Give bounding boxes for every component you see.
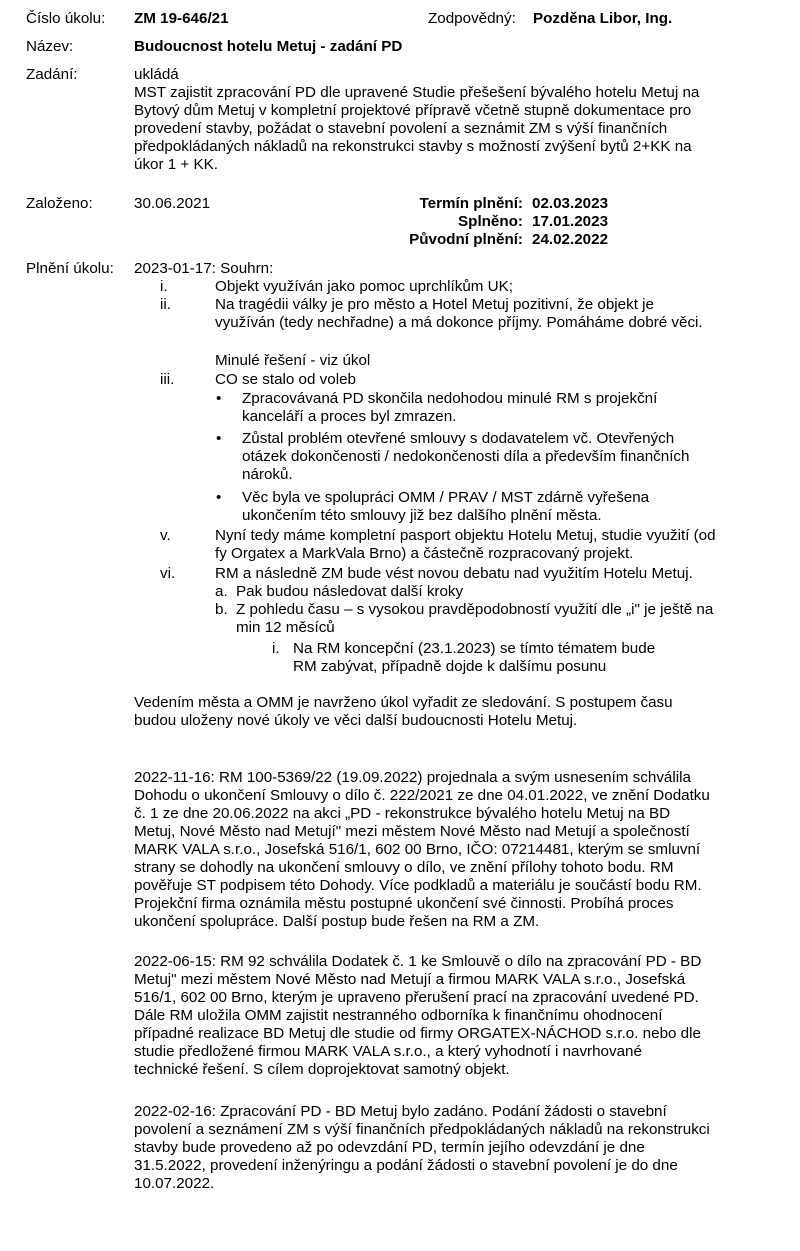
original-label: Původní plnění: — [409, 231, 523, 248]
founded-label: Založeno: — [26, 195, 93, 212]
sub-sub-item-line: Na RM koncepční (23.1.2023) se tímto tématem bude — [293, 640, 656, 657]
assignment-line: předpokládaných nákladů na rekonstrukci stavby s možností zvýšení bytů 2+KK na — [134, 138, 692, 155]
bullet-line: Zpracovávaná PD skončila nedohodou minulé RM s projekční — [242, 390, 658, 407]
sub-item: Pak budou následovat další kroky — [236, 583, 464, 600]
paragraph-line: Dále RM uložila OMM zajistit nestranného odborníka k finančnímu ohodnocení — [134, 1007, 663, 1024]
paragraph-line: 2022-11-16: RM 100-5369/22 (19.09.2022) projednala a svým usnesením schválila — [134, 769, 691, 786]
paragraph-line: 516/1, 602 00 Brno, kterým je upraveno přerušení prací na zpracování uvedené PD. — [134, 989, 699, 1006]
paragraph-line: pověřuje ST podpisem této Dohody. Více podkladů a materiálu je součástí bodu RM. — [134, 877, 702, 894]
list-item: RM a následně ZM bude vést novou debatu nad využitím Hotelu Metuj. — [215, 565, 693, 582]
list-item-line: využíván (tedy nechřadne) a má dokonce příjmy. Pomáháme dobré věci. — [215, 314, 703, 331]
deadline-date: 02.03.2023 — [532, 195, 609, 212]
assignment-line: úkor 1 + KK. — [134, 156, 218, 173]
sub-item — [236, 601, 713, 637]
paragraph-line: Metuj, Nové Město nad Metují" mezi městem Nové Město nad Metují a společností — [134, 823, 690, 840]
bullet-line: nároků. — [242, 466, 293, 483]
paragraph-line: budou uloženy nové úkoly ve věci další budoucnosti Hotelu Metuj. — [134, 712, 578, 729]
paragraph-line: 2022-06-15: RM 92 schválila Dodatek č. 1 ke Smlouvě o dílo na zpracování PD - BD — [134, 953, 702, 970]
summary-heading: 2023-01-17: Souhrn: — [134, 260, 274, 277]
list-item: CO se stalo od voleb — [215, 371, 356, 388]
assignment-line: ukládá — [134, 66, 179, 83]
task-number: ZM 19-646/21 — [134, 10, 229, 27]
bullet-line: otázek dokončenosti / nedokončenosti díla a především finančních — [242, 448, 690, 465]
bullet-item — [242, 489, 649, 525]
list-item — [215, 527, 716, 563]
progress-entry-2022-11-16 — [134, 769, 710, 931]
sub-sub-item — [293, 640, 655, 676]
list-item-line: Nyní tedy máme kompletní pasport objektu Hotelu Metuj, studie využití (od — [215, 527, 716, 544]
paragraph-line: Vedením města a OMM je navrženo úkol vyřadit ze sledování. S postupem času — [134, 694, 673, 711]
fulfilled-date: 17.01.2023 — [532, 213, 609, 230]
sub-marker: b. — [215, 601, 228, 618]
responsible-label: Zodpovědný: — [428, 10, 516, 27]
list-marker: vi. — [160, 565, 176, 582]
closing-paragraph — [134, 694, 673, 730]
sub-item-line: Z pohledu času – s vysokou pravděpodobností využití dle „i" je ještě na — [236, 601, 714, 618]
progress-entry-2022-02-16 — [134, 1103, 710, 1193]
list-item-line: fy Orgatex a MarkVala Brno) a částečně rozpracovaný projekt. — [215, 545, 634, 562]
list-marker: ii. — [160, 296, 171, 313]
paragraph-line: 2022-02-16: Zpracování PD - BD Metuj bylo zadáno. Podání žádosti o stavební — [134, 1103, 667, 1120]
sub-sub-marker: i. — [272, 640, 280, 657]
progress-entry-2022-06-15 — [134, 953, 701, 1079]
list-marker: v. — [160, 527, 171, 544]
list-item: Objekt využíván jako pomoc uprchlíkům UK; — [215, 278, 513, 295]
assignment-line: provedení stavby, požádat o stavební povolení a seznámit ZM s výší finančních — [134, 120, 668, 137]
paragraph-line: 10.07.2022. — [134, 1175, 215, 1192]
bullet-line: Věc byla ve spolupráci OMM / PRAV / MST zdárně vyřešena — [242, 489, 650, 506]
paragraph-line: povolení a seznámení ZM s výší finančních předpokládaných nákladů na rekonstrukci — [134, 1121, 710, 1138]
sub-marker: a. — [215, 583, 228, 600]
paragraph-line: případné realizace BD Metuj dle studie od firmy ORGATEX-NÁCHOD s.r.o. nebo dle — [134, 1025, 701, 1042]
bullet-line: Zůstal problém otevřené smlouvy s dodavatelem vč. Otevřených — [242, 430, 675, 447]
previous-solution: Minulé řešení - viz úkol — [215, 352, 371, 369]
list-item-line: Na tragédii války je pro město a Hotel Metuj pozitivní, že objekt je — [215, 296, 654, 313]
paragraph-line: technické řešení. S cílem doprojektovat samotný objekt. — [134, 1061, 510, 1078]
paragraph-line: MARK VALA s.r.o., Josefská 516/1, 602 00 Brno, IČO: 07214481, kterým se smluvní — [134, 841, 701, 858]
bullet-line: ukončením této smlouvy již bez dalšího plnění města. — [242, 507, 602, 524]
bullet-icon: • — [216, 390, 222, 407]
name-label: Název: — [26, 38, 74, 55]
founded-date: 30.06.2021 — [134, 195, 211, 212]
paragraph-line: 31.5.2022, provedení inženýringu a podání žádosti o stavební povolení je do dne — [134, 1157, 678, 1174]
fulfilled-label: Splněno: — [458, 213, 523, 230]
assignment-label: Zadání: — [26, 66, 78, 83]
assignment-line: MST zajistit zpracování PD dle upravené Studie přešešení bývalého hotelu Metuj na — [134, 84, 700, 101]
responsible-person: Pozděna Libor, Ing. — [533, 10, 673, 27]
bullet-icon: • — [216, 489, 222, 506]
bullet-icon: • — [216, 430, 222, 447]
paragraph-line: Dohodu o ukončení Smlouvy o dílo č. 222/2021 ze dne 04.01.2022, ve znění Dodatku — [134, 787, 710, 804]
paragraph-line: studie předložené firmou MARK VALA s.r.o., a který vyhodnotí i navrhované — [134, 1043, 642, 1060]
list-item — [215, 296, 703, 332]
paragraph-line: stavby bude provedeno až po odevzdání PD, termín jejího odevzdání je dne — [134, 1139, 645, 1156]
task-number-label: Číslo úkolu: — [26, 10, 106, 27]
paragraph-line: ukončení spolupráce. Další postup bude řešen na RM a ZM. — [134, 913, 540, 930]
deadline-label: Termín plnění: — [419, 195, 523, 212]
sub-sub-item-line: RM zabývat, případně dojde k dalšímu posunu — [293, 658, 607, 675]
sub-item-line: min 12 měsíců — [236, 619, 335, 636]
task-name: Budoucnost hotelu Metuj - zadání PD — [134, 38, 403, 55]
bullet-item — [242, 430, 689, 484]
list-marker: i. — [160, 278, 168, 295]
paragraph-line: Metuj" mezi městem Nové Město nad Metují a firmou MARK VALA s.r.o., Josefská — [134, 971, 686, 988]
assignment-text — [134, 66, 699, 174]
list-marker: iii. — [160, 371, 175, 388]
assignment-line: Bytový dům Metuj v kompletní projektové přípravě včetně stupně dokumentace pro — [134, 102, 692, 119]
progress-label: Plnění úkolu: — [26, 260, 114, 277]
bullet-line: kanceláří a proces byl zmrazen. — [242, 408, 457, 425]
paragraph-line: Projekční firma oznámila městu postupné ukončení své činnosti. Probíhá proces — [134, 895, 674, 912]
paragraph-line: strany se dohodly na ukončení smlouvy o dílo, ve znění přílohy tohoto bodu. RM — [134, 859, 674, 876]
bullet-item — [242, 390, 657, 426]
original-date: 24.02.2022 — [532, 231, 609, 248]
paragraph-line: č. 1 ze dne 20.06.2022 na akci „PD - rekonstrukce bývalého hotelu Metuj na BD — [134, 805, 671, 822]
